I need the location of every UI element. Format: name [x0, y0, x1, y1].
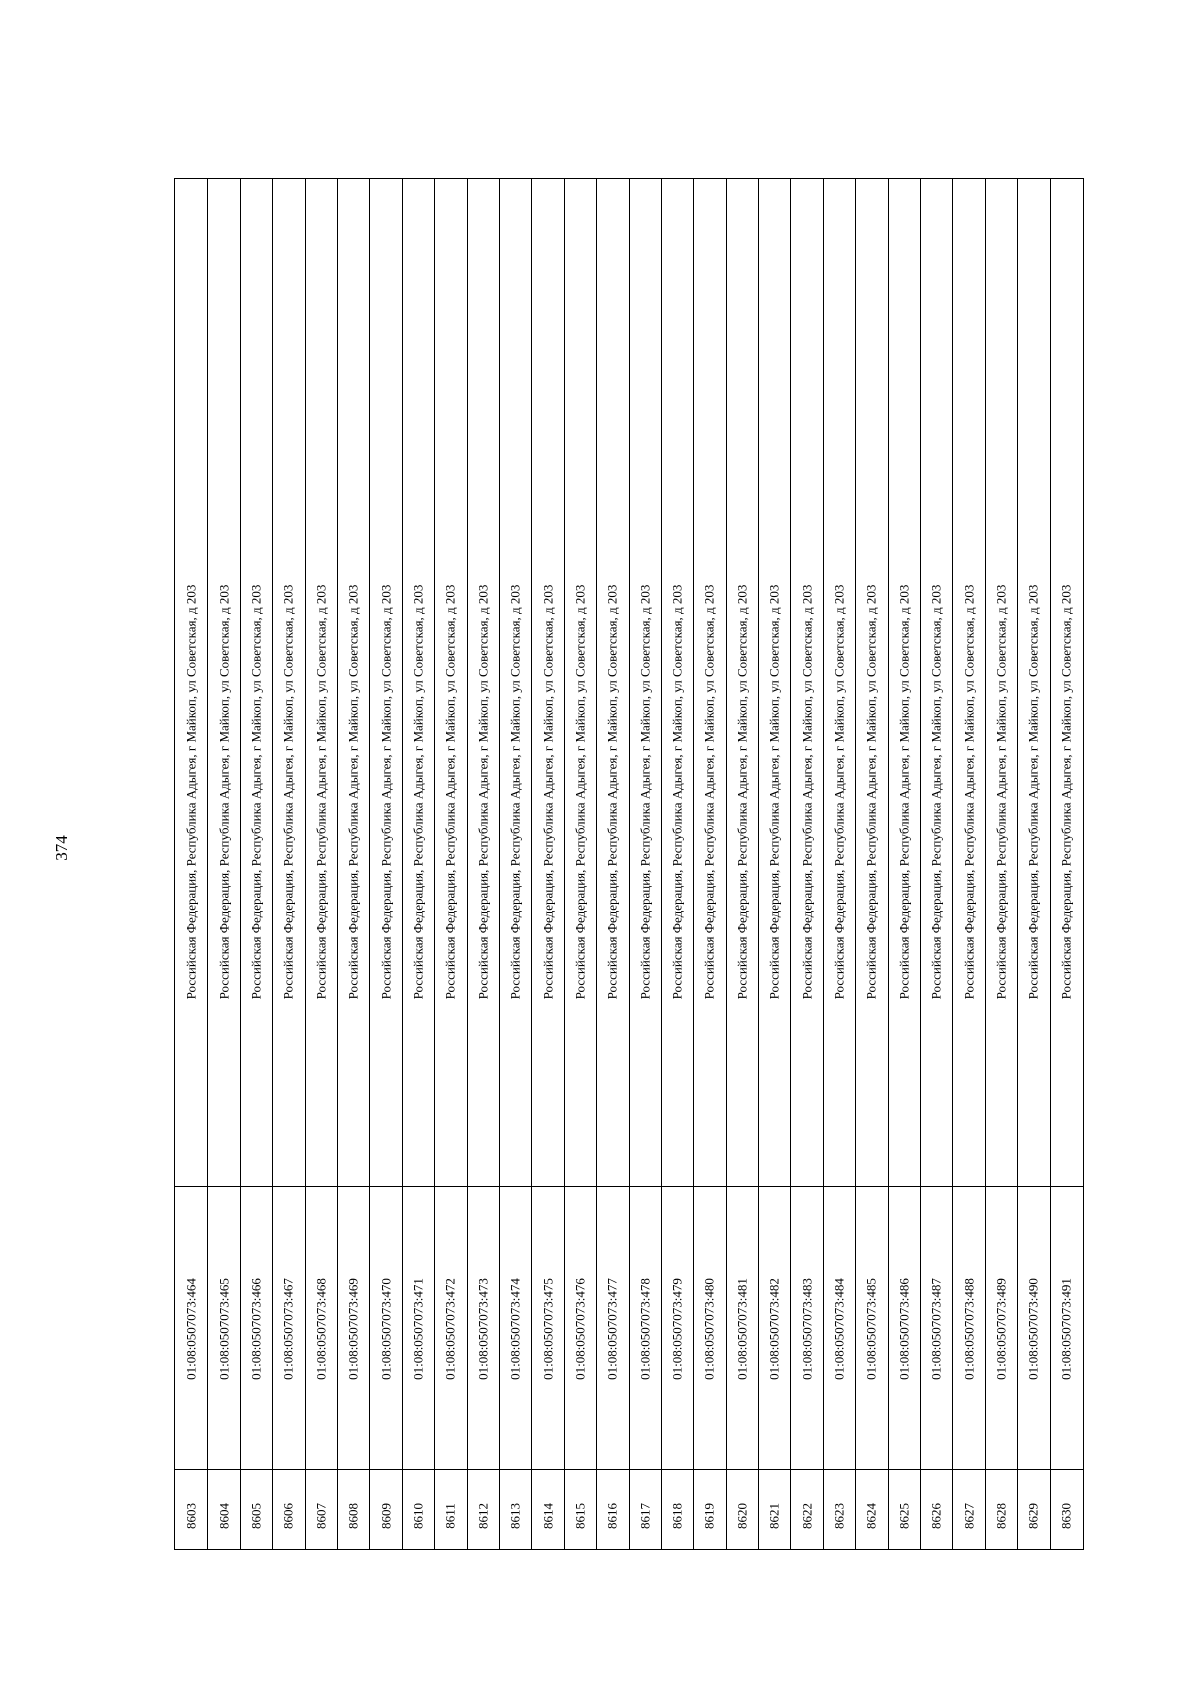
address: Российская Федерация, Республика Адыгея, г Майкоп, ул Советская, д 203	[928, 584, 944, 1000]
table-row	[402, 179, 434, 1549]
table-row	[1050, 179, 1082, 1549]
table-row	[564, 179, 596, 1549]
row-divider	[467, 179, 468, 1549]
table-row	[596, 179, 628, 1549]
address: Российская Федерация, Республика Адыгея, г Майкоп, ул Советская, д 203	[248, 584, 264, 1000]
table-row	[629, 179, 661, 1549]
address: Российская Федерация, Республика Адыгея, г Майкоп, ул Советская, д 203	[896, 584, 912, 1000]
cadastral-number: 01:08:0507073:491	[1058, 1278, 1074, 1380]
row-divider	[823, 179, 824, 1549]
address: Российская Федерация, Республика Адыгея, г Майкоп, ул Советская, д 203	[766, 584, 782, 1000]
cadastral-number: 01:08:0507073:487	[928, 1278, 944, 1380]
address: Российская Федерация, Республика Адыгея, г Майкоп, ул Советская, д 203	[313, 584, 329, 1000]
table-row	[823, 179, 855, 1549]
row-divider	[596, 179, 597, 1549]
address: Российская Федерация, Республика Адыгея, г Майкоп, ул Советская, д 203	[604, 584, 620, 1000]
cadastral-number: 01:08:0507073:469	[345, 1278, 361, 1380]
cadastral-number: 01:08:0507073:468	[313, 1278, 329, 1380]
address: Российская Федерация, Республика Адыгея, г Майкоп, ул Советская, д 203	[993, 584, 1009, 1000]
row-divider	[272, 179, 273, 1549]
row-number: 8611	[442, 1503, 458, 1529]
cadastral-number: 01:08:0507073:470	[378, 1278, 394, 1380]
cadastral-number: 01:08:0507073:490	[1025, 1278, 1041, 1380]
table-row	[207, 179, 239, 1549]
row-number: 8618	[669, 1503, 685, 1529]
row-divider	[564, 179, 565, 1549]
cadastral-number: 01:08:0507073:486	[896, 1278, 912, 1380]
row-number: 8603	[183, 1503, 199, 1529]
row-divider	[888, 179, 889, 1549]
address: Российская Федерация, Республика Адыгея, г Майкоп, ул Советская, д 203	[378, 584, 394, 1000]
row-divider	[855, 179, 856, 1549]
row-divider	[985, 179, 986, 1549]
row-number: 8621	[766, 1503, 782, 1529]
page-number: 374	[52, 835, 71, 861]
address: Российская Федерация, Республика Адыгея, г Майкоп, ул Советская, д 203	[1025, 584, 1041, 1000]
address: Российская Федерация, Республика Адыгея, г Майкоп, ул Советская, д 203	[701, 584, 717, 1000]
row-divider	[402, 179, 403, 1549]
cadastral-number: 01:08:0507073:483	[799, 1278, 815, 1380]
address: Российская Федерация, Республика Адыгея, г Майкоп, ул Советская, д 203	[669, 584, 685, 1000]
address: Российская Федерация, Республика Адыгея, г Майкоп, ул Советская, д 203	[345, 584, 361, 1000]
row-number: 8620	[734, 1503, 750, 1529]
table-row	[467, 179, 499, 1549]
row-number: 8610	[410, 1503, 426, 1529]
row-number: 8604	[216, 1503, 232, 1529]
cadastral-number: 01:08:0507073:481	[734, 1278, 750, 1380]
row-number: 8614	[540, 1503, 555, 1529]
table-row	[369, 179, 401, 1549]
row-number: 8623	[831, 1503, 847, 1529]
table-row	[272, 179, 304, 1549]
row-number: 8624	[863, 1503, 879, 1529]
row-divider	[531, 179, 532, 1549]
row-divider	[434, 179, 435, 1549]
address: Российская Федерация, Республика Адыгея, г Майкоп, ул Советская, д 203	[637, 584, 653, 1000]
row-divider	[790, 179, 791, 1549]
table-row	[888, 179, 920, 1549]
row-divider	[920, 179, 921, 1549]
cadastral-number: 01:08:0507073:489	[993, 1278, 1009, 1380]
address: Российская Федерация, Республика Адыгея, г Майкоп, ул Советская, д 203	[572, 584, 588, 1000]
table-row	[726, 179, 758, 1549]
cadastral-number: 01:08:0507073:479	[669, 1278, 685, 1380]
registry-table	[174, 178, 1084, 1550]
row-number: 8626	[928, 1503, 944, 1529]
row-divider	[1017, 179, 1018, 1549]
address: Российская Федерация, Республика Адыгея, г Майкоп, ул Советская, д 203	[863, 584, 879, 1000]
address: Российская Федерация, Республика Адыгея, г Майкоп, ул Советская, д 203	[216, 584, 232, 1000]
table-row	[434, 179, 466, 1549]
table-row	[855, 179, 887, 1549]
address: Российская Федерация, Республика Адыгея, г Майкоп, ул Советская, д 203	[183, 584, 199, 1000]
cadastral-number: 01:08:0507073:472	[442, 1278, 458, 1380]
row-divider	[337, 179, 338, 1549]
address: Российская Федерация, Республика Адыгея, г Майкоп, ул Советская, д 203	[280, 584, 296, 1000]
cadastral-number: 01:08:0507073:482	[766, 1278, 782, 1380]
row-number: 8629	[1025, 1503, 1041, 1529]
cadastral-number: 01:08:0507073:478	[637, 1278, 653, 1380]
table-row	[531, 179, 563, 1549]
table-row	[985, 179, 1017, 1549]
address: Российская Федерация, Республика Адыгея, г Майкоп, ул Советская, д 203	[734, 584, 750, 1000]
cadastral-number: 01:08:0507073:465	[216, 1278, 232, 1380]
address: Российская Федерация, Республика Адыгея, г Майкоп, ул Советская, д 203	[799, 584, 815, 1000]
row-number: 8630	[1058, 1503, 1074, 1529]
address: Российская Федерация, Республика Адыгея, г Майкоп, ул Советская, д 203	[475, 584, 491, 1000]
cadastral-number: 01:08:0507073:484	[831, 1278, 847, 1380]
address: Российская Федерация, Республика Адыгея, г Майкоп, ул Советская, д 203	[961, 584, 977, 1000]
row-divider	[369, 179, 370, 1549]
row-number: 8606	[280, 1503, 296, 1529]
row-divider	[726, 179, 727, 1549]
table-row	[337, 179, 369, 1549]
row-number: 8617	[637, 1503, 653, 1529]
address: Российская Федерация, Республика Адыгея, г Майкоп, ул Советская, д 203	[442, 584, 458, 1000]
row-divider	[952, 179, 953, 1549]
address: Российская Федерация, Республика Адыгея, г Майкоп, ул Советская, д 203	[507, 584, 523, 1000]
table-row	[758, 179, 790, 1549]
row-number: 8608	[345, 1503, 361, 1529]
row-number: 8612	[475, 1503, 491, 1529]
cadastral-number: 01:08:0507073:476	[572, 1278, 588, 1380]
table-row	[1017, 179, 1049, 1549]
row-number: 8628	[993, 1503, 1009, 1529]
row-number: 8616	[604, 1503, 620, 1529]
row-divider	[305, 179, 306, 1549]
row-number: 8613	[507, 1503, 523, 1529]
row-number: 8605	[248, 1503, 264, 1529]
row-number: 8615	[572, 1503, 588, 1529]
row-divider	[693, 179, 694, 1549]
cadastral-number: 01:08:0507073:473	[475, 1278, 491, 1380]
address: Российская Федерация, Республика Адыгея, г Майкоп, ул Советская, д 203	[831, 584, 847, 1000]
cadastral-number: 01:08:0507073:485	[863, 1278, 879, 1380]
cadastral-number: 01:08:0507073:464	[183, 1278, 199, 1380]
table-row	[693, 179, 725, 1549]
table-row	[952, 179, 984, 1549]
cadastral-number: 01:08:0507073:466	[248, 1278, 264, 1380]
table-row	[305, 179, 337, 1549]
row-divider	[661, 179, 662, 1549]
row-divider	[1050, 179, 1051, 1549]
row-divider	[499, 179, 500, 1549]
row-number: 8619	[701, 1503, 717, 1529]
cadastral-number: 01:08:0507073:471	[410, 1278, 426, 1380]
row-number: 8609	[378, 1503, 394, 1529]
address: Российская Федерация, Республика Адыгея, г Майкоп, ул Советская, д 203	[1058, 584, 1074, 1000]
row-number: 8625	[896, 1503, 912, 1529]
table-row	[240, 179, 272, 1549]
cadastral-number: 01:08:0507073:477	[604, 1278, 620, 1380]
row-divider	[758, 179, 759, 1549]
row-number: 8622	[799, 1503, 815, 1529]
cadastral-number: 01:08:0507073:475	[540, 1278, 555, 1380]
row-divider	[207, 179, 208, 1549]
row-number: 8627	[961, 1503, 977, 1529]
cadastral-number: 01:08:0507073:480	[701, 1278, 717, 1380]
address: Российская Федерация, Республика Адыгея, г Майкоп, ул Советская, д 203	[540, 584, 555, 1000]
address: Российская Федерация, Республика Адыгея, г Майкоп, ул Советская, д 203	[410, 584, 426, 1000]
cadastral-number: 01:08:0507073:474	[507, 1278, 523, 1380]
table-row	[920, 179, 952, 1549]
row-divider	[240, 179, 241, 1549]
table-row	[499, 179, 531, 1549]
table-row	[175, 179, 207, 1549]
cadastral-number: 01:08:0507073:488	[961, 1278, 977, 1380]
row-number: 8607	[313, 1503, 329, 1529]
row-divider	[629, 179, 630, 1549]
table-row	[790, 179, 822, 1549]
table-row	[661, 179, 693, 1549]
cadastral-number: 01:08:0507073:467	[280, 1278, 296, 1380]
